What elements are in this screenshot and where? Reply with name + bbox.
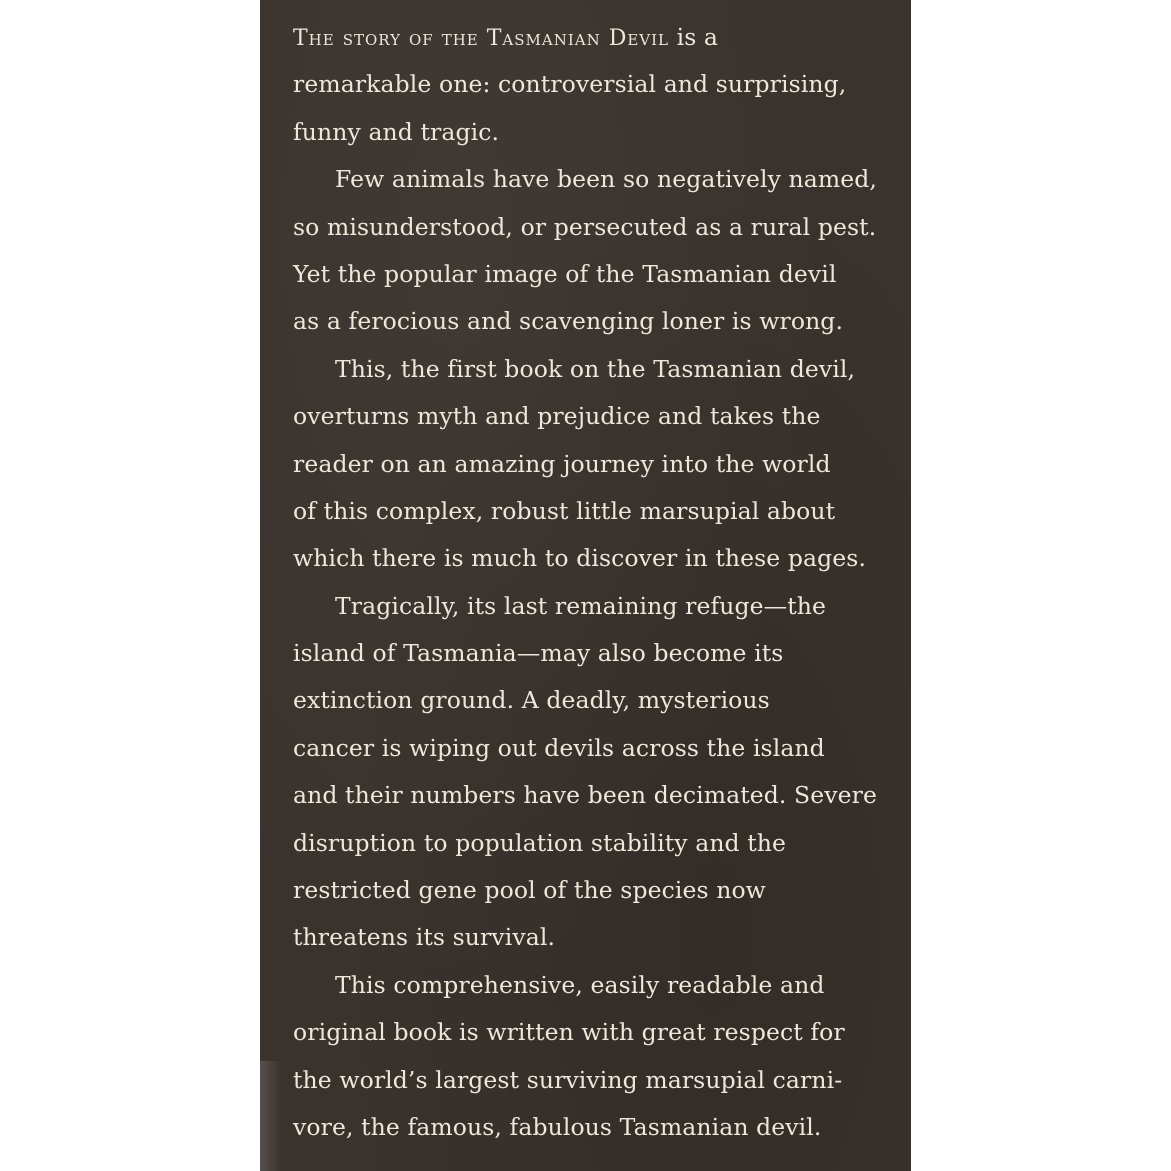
blurb-paragraph-3 [293, 346, 893, 583]
blurb-line: This, the first book on the Tasmanian devil, [335, 354, 856, 383]
blurb-line: as a ferocious and scavenging loner is wrong. [293, 307, 844, 336]
cover-edge-wear [260, 1061, 282, 1171]
blurb-line: original book is written with great respect for [293, 1018, 845, 1047]
blurb-line: funny and tragic. [293, 117, 500, 146]
book-back-cover [260, 0, 911, 1171]
blurb-line: extinction ground. A deadly, mysterious [293, 686, 770, 715]
blurb-line: restricted gene pool of the species now [293, 876, 766, 905]
blurb-line-text: is a [669, 23, 719, 51]
blurb-line: cancer is wiping out devils across the island [293, 733, 825, 762]
blurb-line: island of Tasmania—may also become its [293, 639, 784, 668]
blurb-paragraph-4 [293, 583, 893, 962]
blurb-line: remarkable one: controversial and surprising, [293, 70, 847, 99]
blurb-line: Tragically, its last remaining refuge—the [335, 591, 827, 620]
blurb-line [293, 14, 893, 61]
blurb-line: Few animals have been so negatively named, [335, 165, 878, 194]
blurb-line: so misunderstood, or persecuted as a rural pest. [293, 212, 877, 241]
blurb-line: of this complex, robust little marsupial about [293, 496, 836, 525]
blurb-lead-caps: The story of the Tasmanian Devil [293, 26, 670, 51]
blurb-line: vore, the famous, fabulous Tasmanian devil. [293, 1112, 822, 1141]
back-cover-blurb [293, 14, 893, 1151]
blurb-line: threatens its survival. [293, 923, 556, 952]
blurb-paragraph-1 [293, 14, 893, 156]
blurb-line: the world’s largest surviving marsupial carni- [293, 1065, 843, 1094]
blurb-line: This comprehensive, easily readable and [335, 970, 825, 999]
blurb-line: reader on an amazing journey into the world [293, 449, 831, 478]
blurb-paragraph-2 [293, 156, 893, 346]
blurb-paragraph-5 [293, 962, 893, 1152]
blurb-line: overturns myth and prejudice and takes the [293, 402, 821, 431]
blurb-line: which there is much to discover in these pages. [293, 544, 867, 573]
blurb-line: Yet the popular image of the Tasmanian devil [293, 259, 837, 288]
blurb-line: and their numbers have been decimated. Severe [293, 781, 877, 810]
blurb-line: disruption to population stability and the [293, 828, 787, 857]
